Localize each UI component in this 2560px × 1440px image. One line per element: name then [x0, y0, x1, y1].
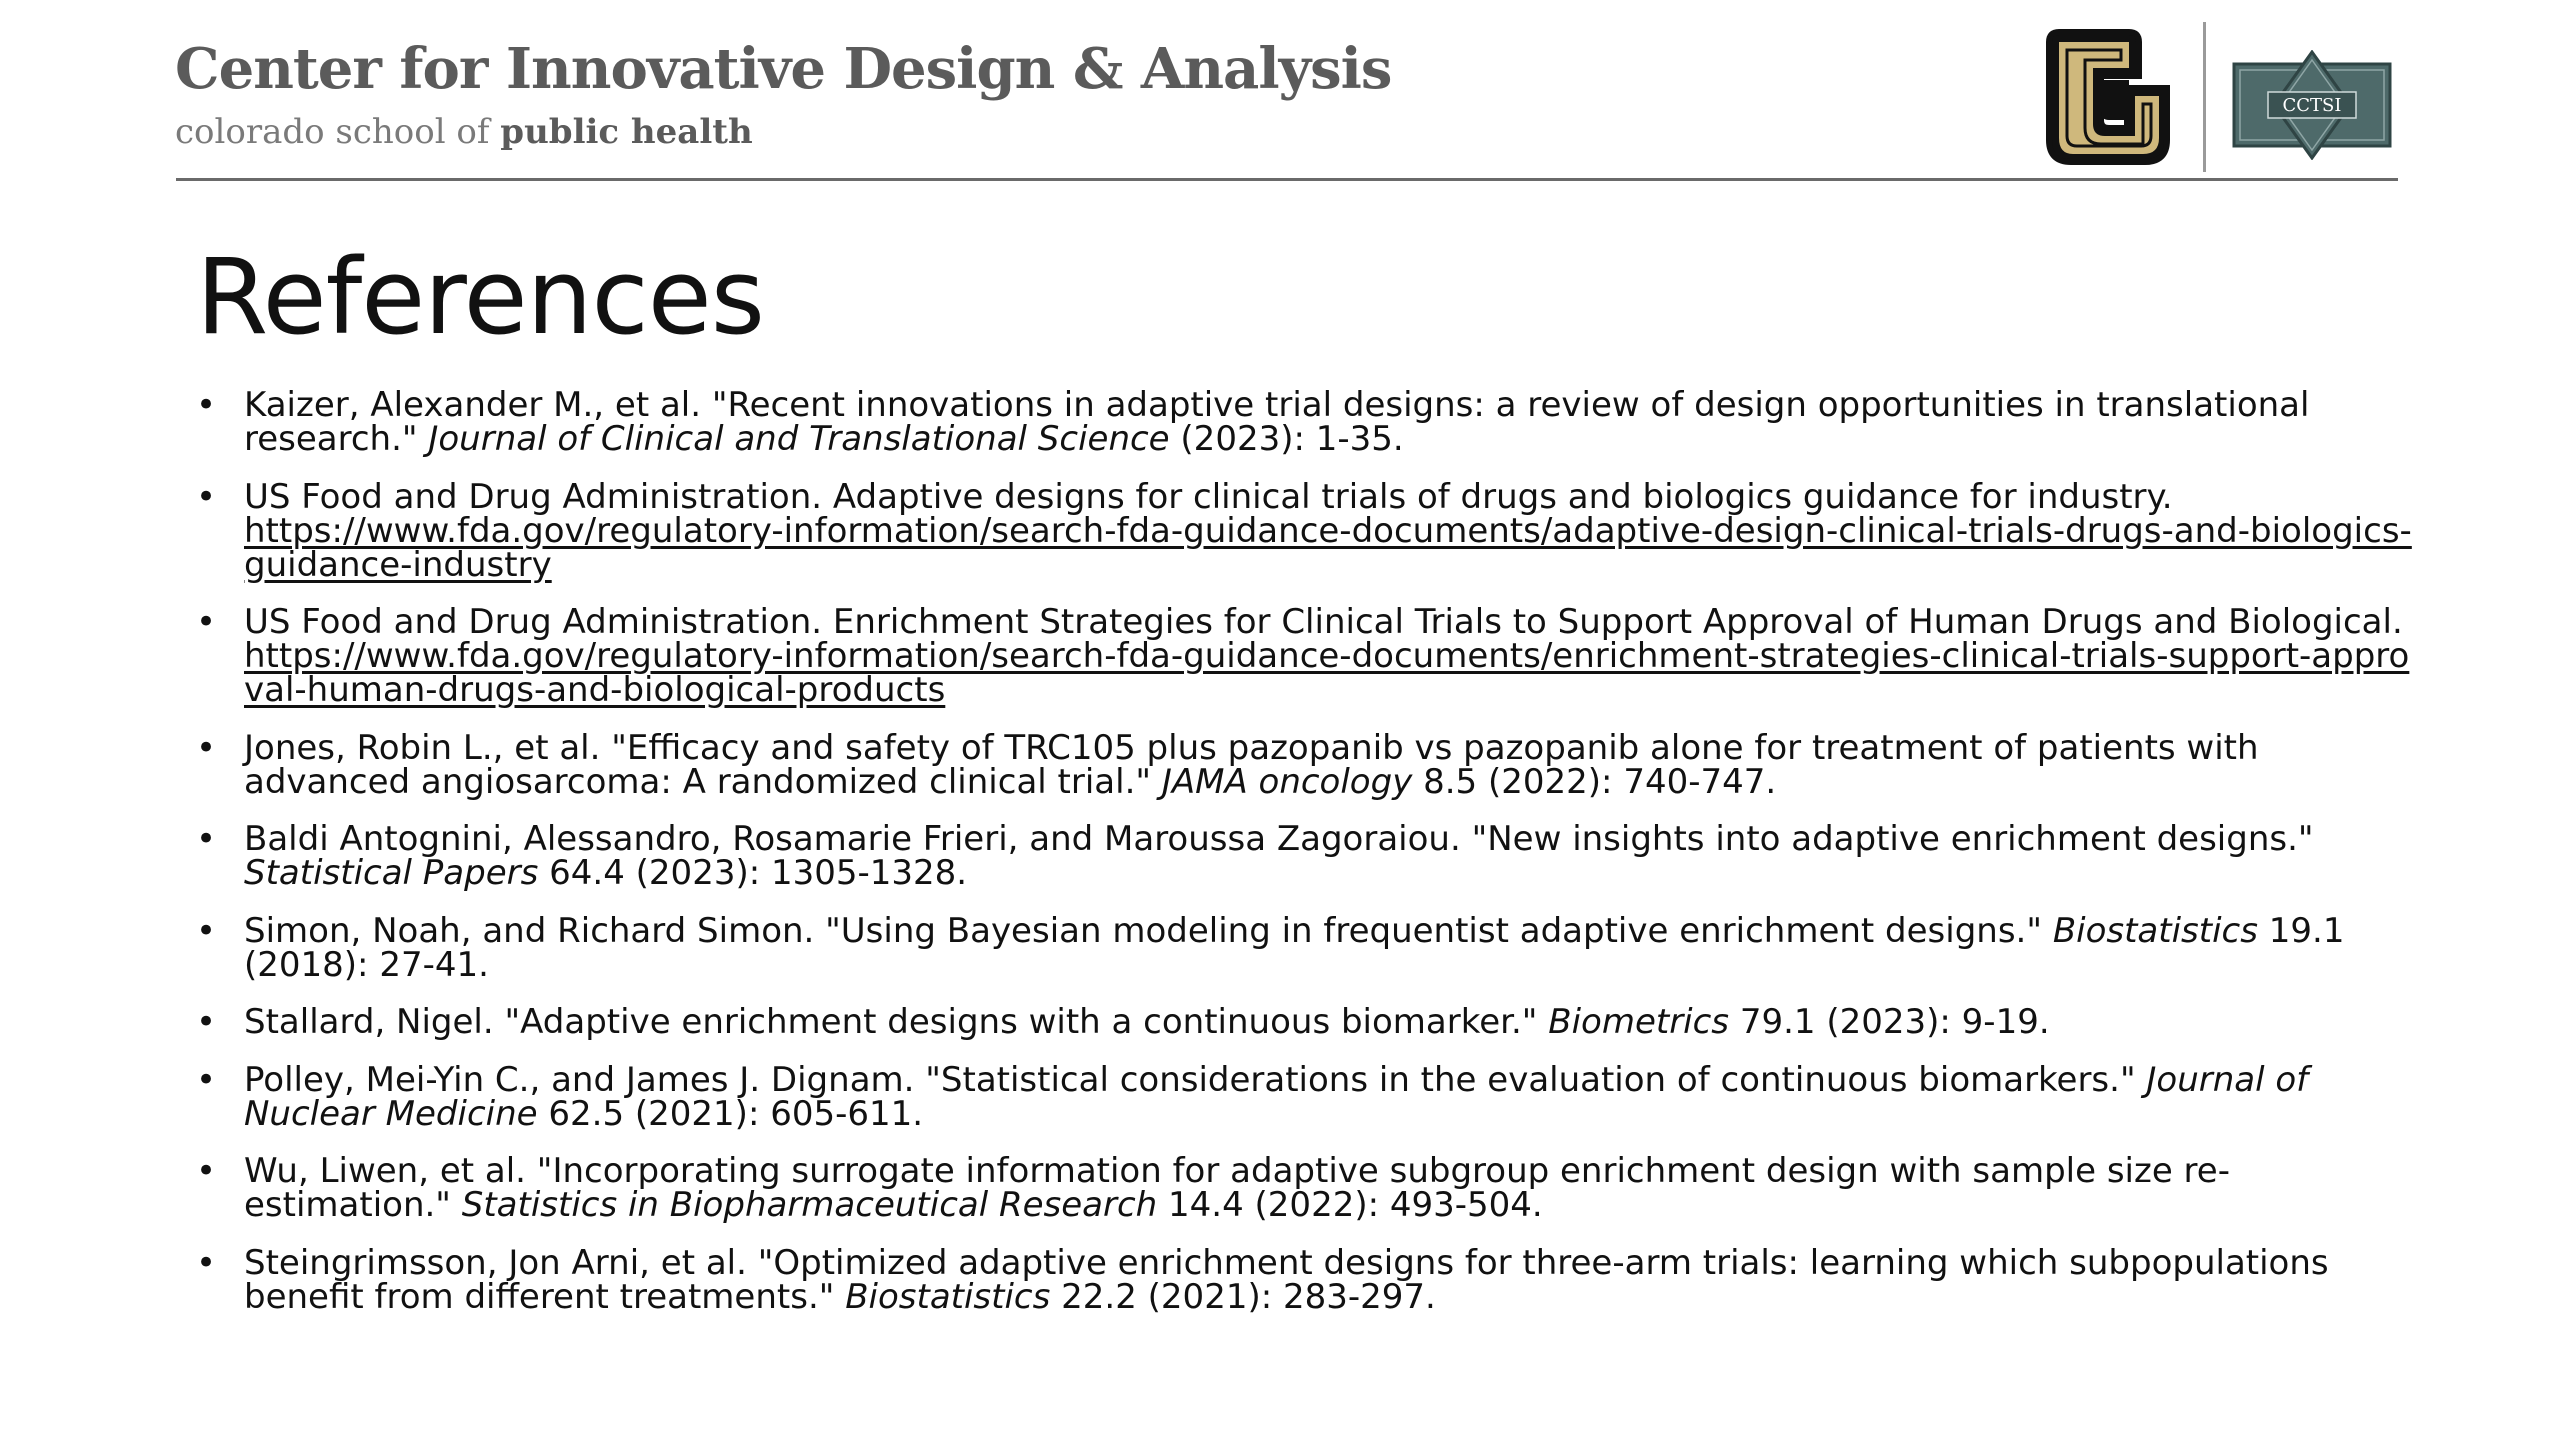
- reference-journal: Biometrics: [1548, 1002, 1730, 1042]
- header-rule: [176, 178, 2398, 181]
- reference-journal: Journal of Clinical and Translational Science: [428, 419, 1170, 459]
- reference-citation-details: 62.5 (2021): 605-611.: [537, 1093, 924, 1134]
- reference-text: Steingrimsson, Jon Arni, et al. "Optimized adaptive enrichment designs for three-arm trials: learning which subpopulations benefit from different treatments.": [244, 1242, 2329, 1317]
- reference-journal: JAMA oncology: [1161, 761, 1413, 802]
- reference-text: Baldi Antognini, Alessandro, Rosamarie Frieri, and Maroussa Zagoraiou. "New insights into adaptive enrichment designs.": [244, 819, 2314, 859]
- reference-text: Simon, Noah, and Richard Simon. "Using Bayesian modeling in frequentist adaptive enrichment designs.": [244, 910, 2053, 951]
- reference-text: US Food and Drug Administration. Enrichment Strategies for Clinical Trials to Support Approval of Human Drugs and Biological.: [244, 602, 2403, 642]
- logo-divider: [2203, 22, 2206, 172]
- reference-text: Jones, Robin L., et al. "Efficacy and safety of TRC105 plus pazopanib vs pazopanib alone for treatment of patients with advanced angiosarcoma: A randomized clinical trial.": [244, 727, 2259, 802]
- reference-citation-details: 19.1 (2018): 27-41.: [244, 910, 2345, 985]
- reference-item: [196, 1002, 2426, 1042]
- reference-item: [196, 1151, 2426, 1225]
- reference-citation-details: 64.4 (2023): 1305-1328.: [538, 853, 968, 893]
- cctsi-logo-icon: [2232, 50, 2392, 160]
- reference-text: US Food and Drug Administration. Adaptive designs for clinical trials of drugs and biologics guidance for industry.: [244, 476, 2173, 517]
- header-subtitle-strong: public health: [500, 112, 753, 152]
- header-subtitle: [175, 112, 753, 152]
- reference-item: [196, 819, 2426, 893]
- reference-text: Kaizer, Alexander M., et al. "Recent innovations in adaptive trial designs: a review of design opportunities in translational research.": [244, 385, 2310, 459]
- header-subtitle-prefix: colorado school of: [175, 112, 501, 152]
- reference-citation-details: 79.1 (2023): 9-19.: [1729, 1002, 2050, 1042]
- reference-journal: Biostatistics: [2052, 910, 2258, 951]
- reference-journal: Journal of Nuclear Medicine: [244, 1059, 2309, 1134]
- reference-journal: Statistical Papers: [244, 853, 539, 893]
- reference-text: Wu, Liwen, et al. "Incorporating surrogate information for adaptive subgroup enrichment design with sample size re-estimation.": [244, 1151, 2230, 1225]
- reference-item: [196, 385, 2426, 459]
- reference-item: [196, 727, 2426, 802]
- reference-text: Polley, Mei-Yin C., and James J. Dignam. "Statistical considerations in the evaluation of continuous biomarkers.": [244, 1059, 2147, 1100]
- reference-item: [196, 476, 2426, 585]
- reference-citation-details: 14.4 (2022): 493-504.: [1157, 1185, 1543, 1225]
- reference-citation-details: 22.2 (2021): 283-297.: [1050, 1276, 1436, 1317]
- reference-journal: Biostatistics: [845, 1276, 1051, 1317]
- reference-item: [196, 910, 2426, 985]
- reference-item: [196, 602, 2426, 710]
- cctsi-logo-text: CCTSI: [2282, 95, 2342, 116]
- reference-link[interactable]: https://www.fda.gov/regulatory-information/search-fda-guidance-documents/adaptive-design-clinical-trials-drugs-and-biologics-guidance-industry: [244, 510, 2412, 585]
- reference-item: [196, 1242, 2426, 1317]
- reference-text: Stallard, Nigel. "Adaptive enrichment designs with a continuous biomarker.": [244, 1002, 1549, 1042]
- reference-item: [196, 1059, 2426, 1134]
- reference-list: [196, 385, 2426, 1337]
- reference-link[interactable]: https://www.fda.gov/regulatory-information/search-fda-guidance-documents/enrichment-strategies-clinical-trials-support-approval-human-drugs-and-biological-products: [244, 636, 2410, 710]
- reference-citation-details: (2023): 1-35.: [1169, 419, 1404, 459]
- page-title: References: [196, 236, 764, 358]
- cu-monogram-logo-icon: [2035, 28, 2180, 168]
- header-title: Center for Innovative Design & Analysis: [175, 36, 1392, 102]
- reference-citation-details: 8.5 (2022): 740-747.: [1412, 761, 1777, 802]
- reference-journal: Statistics in Biopharmaceutical Research: [461, 1185, 1158, 1225]
